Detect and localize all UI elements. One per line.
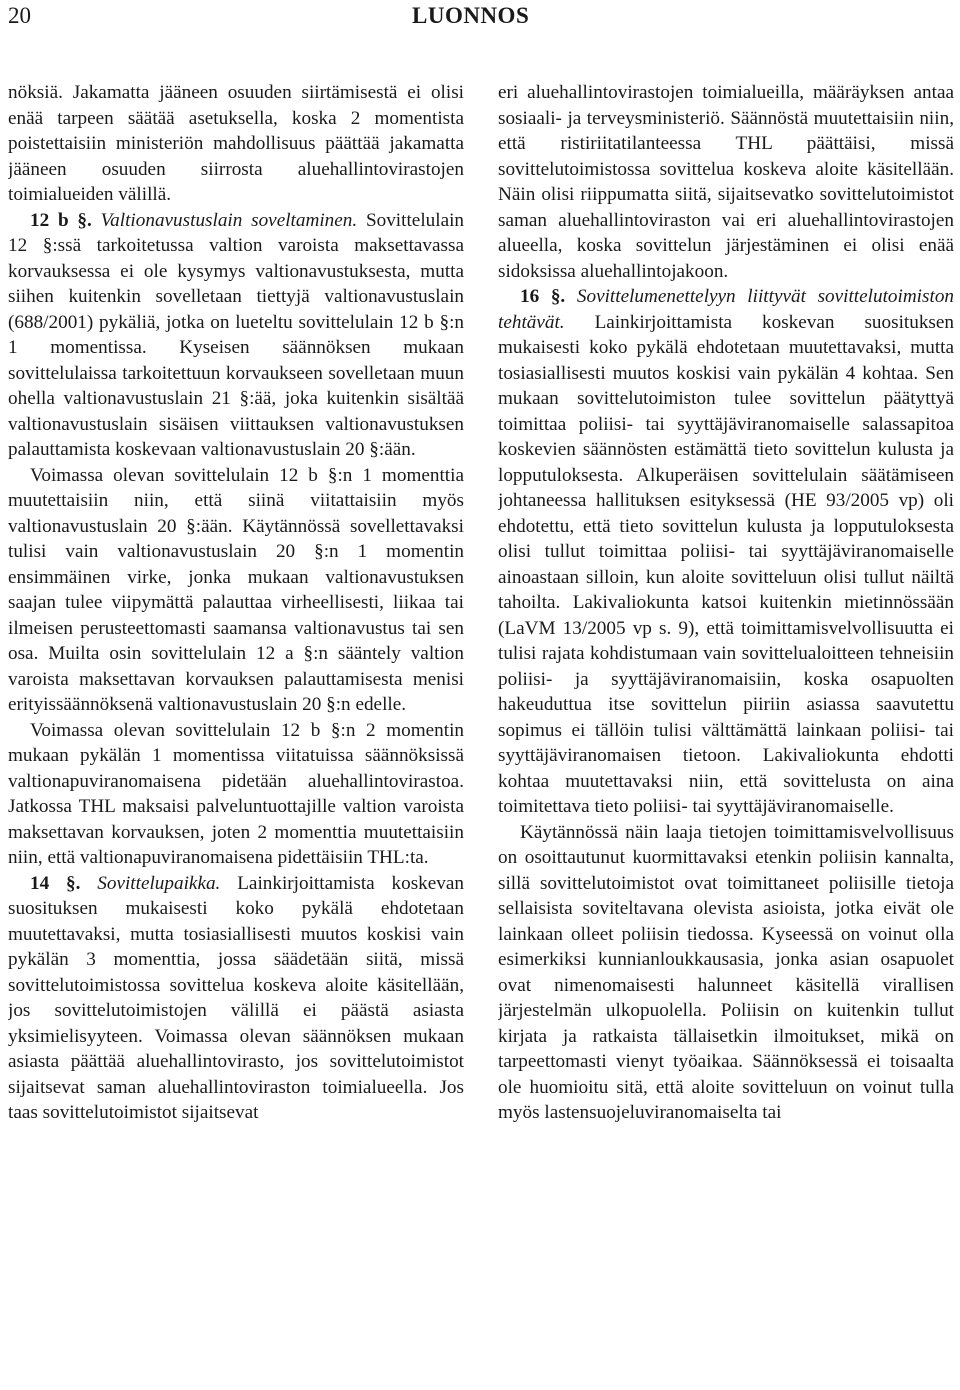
paragraph: Käytännössä näin laaja tietojen toimittamisvelvollisuus on osoittautunut kuormittavaksi etenkin poliisin kannalta, sillä sovittelutoimistot ovat toimittaneet poliisille tietoja sellaisista soviteltavana olevista asioista, jotka eivät ole lainkaan olleet poliisin tiedossa. Kyseessä on voinut olla esimerkiksi kunnianloukkausasia, jonka asian osapuolet ovat nimenomaisesti halunneet käsitellä virallisen järjestelmän ulkopuolella. Poliisin on kuitenkin tullut kirjata ja ratkaista tällaisetkin ilmoitukset, mikä on tarpeettomasti vienyt työaikaa. Säännöksessä ei toisaalta ole huomioitu sitä, että aloite sovitteluun on voinut tulla myös lastensuojeluviranomaiselta tai — [498, 821, 954, 1123]
section-title: Sovittelupaikka. — [97, 872, 221, 894]
paragraph: Voimassa olevan sovittelulain 12 b §:n 2 momentin mukaan pykälän 1 momentissa viitatuissa säännöksissä valtionapuviranomaisena pidetään aluehallintovirastoa. Jatkossa THL maksaisi palveluntuottajille valtion varoista maksettavan korvauksen, joten 2 momenttia muutettaisiin niin, että valtionapuviranomaisena pidettäisiin THL:ta. — [8, 719, 464, 868]
running-head: LUONNOS — [412, 3, 530, 28]
section-16 — [498, 284, 954, 820]
right-column — [498, 80, 954, 1385]
paragraph: eri aluehallintovirastojen toimialueilla, määräyksen antaa sosiaali- ja terveysministeriö. Säännöstä muutettaisiin niin, että ristiriitatilanteessa THL päättäisi, missä sovittelutoimistossa sovittelua koskeva aloite käsitellään. Näin olisi riippumatta siitä, sijaitsevatko sovittelutoimistot saman aluehallintoviraston vai eri aluehallintovirastojen alueella, koska sovittelun järjestäminen ei olisi enää sidoksissa aluehallintojakoon. — [498, 82, 954, 282]
section-number: 14 §. — [30, 872, 81, 894]
section-number: 16 §. — [520, 286, 566, 307]
section-text: Sovittelulain 12 §:ssä tarkoitetussa valtion varoista maksettavassa korvauksessa ei ole kysymys valtionavustuksesta, mutta siihen kuitenkin sovelletaan tiettyjä valtionavustuslain (688/2001) pykäliä, jotka on lueteltu sovittelulain 12 b §:n 1 momentissa. Kyseisen säännöksen mukaan sovittelulaissa tarkoitettuun korvaukseen sovelletaan muun ohella valtionavustuslain 21 §:ää, joka kuitenkin sisältää valtionavustuslain sisäisen viittauksen valtionavustuksen palauttamista koskevaan valtionavustuslain 20 §:ään. — [8, 209, 464, 460]
section-number: 12 b §. — [30, 209, 92, 231]
page-header — [0, 0, 960, 40]
page-number: 20 — [8, 3, 31, 28]
paragraph: Voimassa olevan sovittelulain 12 b §:n 1 momenttia muutettaisiin niin, että siinä viitattaisiin myös valtionavustuslain 20 §:ään. Käytännössä sovellettavaksi tulisi vain valtionavustuslain 20 §:n 1 momentin ensimmäinen virke, jonka mukaan valtionavustuksen saajan tulee viipymättä palauttaa virheellisesti, liikaa tai ilmeisen perusteettomasti saamansa valtionavustus tai sen osa. Muilta osin sovittelulain 12 a §:n sääntely valtion varoista maksettavan korvauksen palauttamisesta menisi erityissäännöksenä valtionavustuslain 20 §:n edelle. — [8, 464, 464, 715]
section-14 — [8, 871, 464, 1126]
section-12b — [8, 208, 464, 463]
section-title: Valtionavustuslain soveltaminen. — [100, 209, 358, 231]
left-column — [8, 80, 464, 1385]
section-text: Lainkirjoittamista koskevan suosituksen mukaisesti koko pykälä ehdotetaan muutettavaksi, mutta tosiasiallisesti muutos koskisi vain pykälän 4 kohtaa. Sen mukaan sovittelutoimiston tulee sovittelun päätyttyä toimittaa poliisi- tai syyttäjäviranomaiselle salassapitoa koskevien säännösten estämättä tieto sovittelun kulusta ja lopputuloksesta. Alkuperäisen sovittelulain säätämiseen johtaneessa hallituksen esityksessä (HE 93/2005 vp) oli ehdotettu, että tieto sovittelun kulusta ja lopputuloksesta olisi tullut toimittaa poliisi- tai syyttäjäviranomaiselle ainoastaan silloin, kun aloite sovitteluun olisi tullut näiltä tahoilta. Lakivaliokunta katsoi kuitenkin mietinnössään (LaVM 13/2005 vp s. 9), että toimittamisvelvollisuutta ei tulisi rajata kohdistumaan vain sovittelualoitteen tehneisiin poliisi- ja syyttäjäviranomaisiin, koska osapuolten hakeuduttua itse sovittelun piiriin asiassa saavutettu sopimus ei tällöin tulisi välttämättä lainkaan poliisi- tai syyttäjäviranomaisen tietoon. Lakivaliokunta ehdotti kohtaa muutettavaksi niin, että sovittelusta on aina toimitettava tieto poliisi- tai syyttäjäviranomaiselle. — [498, 311, 954, 817]
section-text: Lainkirjoittamista koskevan suosituksen mukaisesti koko pykälä ehdotetaan muutettavaksi, mutta tosiasiallisesti muutos koskisi vain pykälän 3 momenttia, jossa säädetään siitä, missä sovittelutoimistossa sovittelua koskeva aloite käsitellään, jos sovittelutoimistojen välillä ei päästä asiasta yksimielisyyteen. Voimassa olevan säännöksen mukaan asiasta päättää aluehallintovirasto, jos sovittelutoimistot sijaitsevat saman aluehallintoviraston toimialueella. Jos taas sovittelutoimistot sijaitsevat — [8, 872, 464, 1123]
paragraph: nöksiä. Jakamatta jääneen osuuden siirtämisestä ei olisi enää tarpeen säätää asetuksella, koska 2 momentista poistettaisiin ministeriön mahdollisuus päättää jakamatta jääneen osuuden siirrosta aluehallintovirastojen toimialueiden välillä. — [8, 82, 464, 205]
section-title: Sovittelumenettelyyn liittyvät sovittelutoimiston tehtävät. — [498, 286, 954, 333]
